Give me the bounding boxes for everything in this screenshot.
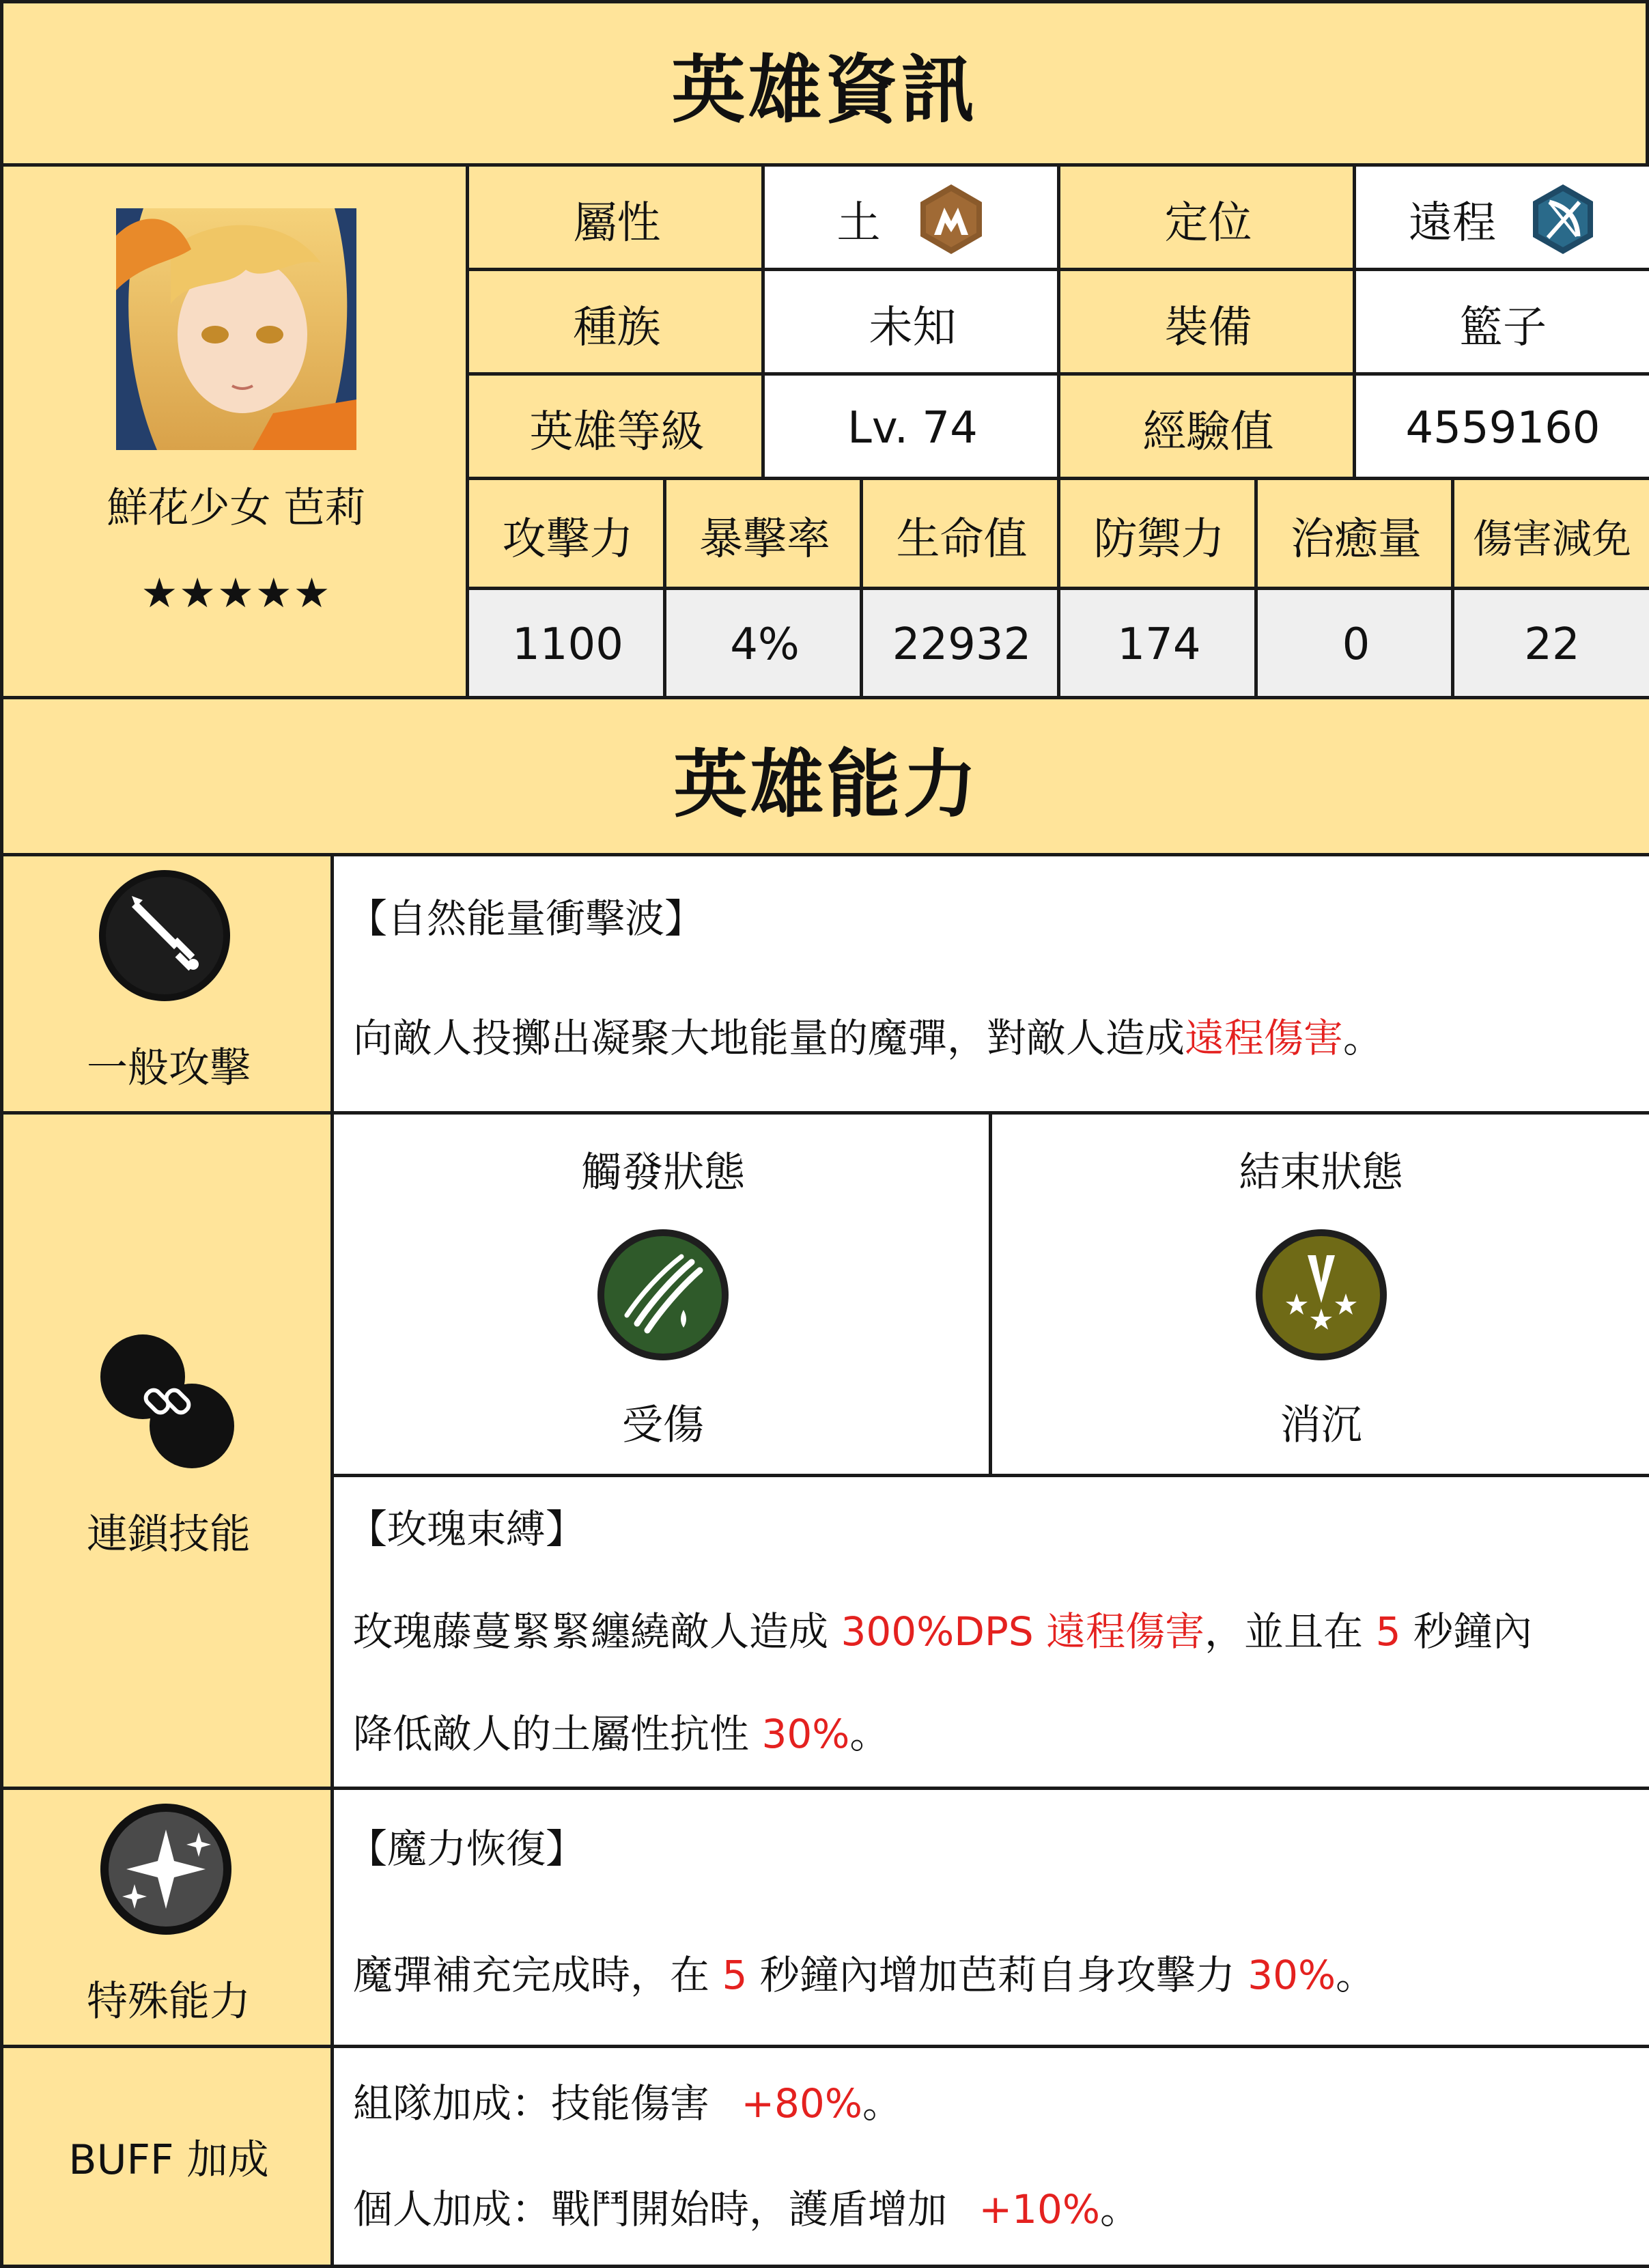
stat-value-crit-rate: 4% xyxy=(663,587,866,703)
special-desc-text-2: 秒鐘內增加芭莉自身攻擊力 xyxy=(747,1952,1248,1998)
info-value-race: 未知 xyxy=(761,268,1064,379)
info-label-exp: 經驗值 xyxy=(1057,372,1359,484)
special-desc-text-1: 魔彈補充完成時，在 xyxy=(353,1952,722,1998)
ranged-bow-icon xyxy=(1529,182,1597,257)
special-ability-label-cell xyxy=(0,1787,337,2052)
normal-attack-label: 一般攻擊 xyxy=(87,1044,251,1092)
chain-desc-text-2: ，並且在 xyxy=(1204,1608,1376,1655)
chain-desc-text-5: 。 xyxy=(849,1711,890,1757)
special-duration-value: 5 xyxy=(722,1952,748,1998)
sparkle-icon xyxy=(99,1802,233,1936)
special-attack-bonus: 30% xyxy=(1248,1952,1336,1998)
stars-down-icon xyxy=(1254,1228,1388,1362)
stat-header-damage-reduction: 傷害減免 xyxy=(1451,477,1649,593)
end-state-label: 結束狀態 xyxy=(1239,1149,1403,1196)
portrait-panel xyxy=(0,163,473,703)
chain-skill-desc-line1 xyxy=(353,1607,1649,1657)
normal-attack-description xyxy=(353,1013,1637,1063)
end-state-cell xyxy=(989,1111,1649,1481)
stat-header-hp: 生命值 xyxy=(860,477,1064,593)
normal-attack-desc-cell xyxy=(330,853,1649,1118)
chain-desc-text-4: 降低敵人的土屬性抗性 xyxy=(353,1711,762,1757)
info-label-equipment: 裝備 xyxy=(1057,268,1359,379)
trigger-state-label: 觸發狀態 xyxy=(581,1149,745,1196)
chain-skill-desc-line2 xyxy=(353,1709,1637,1759)
trigger-state-cell xyxy=(330,1111,996,1481)
buff-team-text: 組隊加成：技能傷害 xyxy=(353,2080,722,2127)
info-value-level: Lv. 74 xyxy=(761,372,1064,484)
hero-info-title: 英雄資訊 xyxy=(0,0,1649,167)
buff-label: BUFF 加成 xyxy=(0,2045,337,2268)
stat-value-hp: 22932 xyxy=(860,587,1064,703)
buff-personal-value: +10% xyxy=(978,2186,1100,2232)
special-ability-label: 特殊能力 xyxy=(87,1978,251,2026)
buff-personal-end: 。 xyxy=(1099,2186,1140,2232)
chain-desc-text-1: 玫瑰藤蔓緊緊纏繞敵人造成 xyxy=(353,1608,841,1655)
stat-header-attack: 攻擊力 xyxy=(466,477,670,593)
stat-value-attack: 1100 xyxy=(466,587,670,703)
hero-name: 鮮花少女 芭莉 xyxy=(107,484,366,532)
normal-attack-desc-text: 向敵人投擲出凝聚大地能量的魔彈，對敵人造成 xyxy=(353,1015,1185,1061)
info-label-attribute: 屬性 xyxy=(466,163,768,275)
chain-duration-value: 5 xyxy=(1375,1608,1401,1655)
chain-damage-value: 300%DPS 遠程傷害 xyxy=(841,1608,1205,1655)
normal-attack-damage-type: 遠程傷害 xyxy=(1185,1015,1344,1061)
chain-link-icon xyxy=(99,1333,236,1470)
stat-header-defense: 防禦力 xyxy=(1057,477,1261,593)
chain-skill-label: 連鎖技能 xyxy=(87,1511,251,1558)
info-label-race: 種族 xyxy=(466,268,768,379)
buff-personal-line xyxy=(353,2185,1637,2235)
normal-attack-desc-end: 。 xyxy=(1343,1015,1383,1061)
stat-header-crit-rate: 暴擊率 xyxy=(663,477,866,593)
special-desc-text-3: 。 xyxy=(1336,1952,1376,1998)
buff-team-end: 。 xyxy=(862,2080,902,2127)
buff-team-line xyxy=(353,2079,1637,2129)
info-value-exp: 4559160 xyxy=(1353,372,1649,484)
chain-skill-label-cell xyxy=(0,1111,337,1793)
special-ability-desc-cell xyxy=(330,1787,1649,2052)
info-value-role xyxy=(1353,163,1649,275)
sword-icon xyxy=(98,869,231,1003)
trigger-state-value: 受傷 xyxy=(622,1401,704,1449)
buff-desc-cell xyxy=(330,2045,1649,2268)
earth-element-icon xyxy=(914,182,989,257)
info-value-role-text: 遠程 xyxy=(1409,197,1496,249)
end-state-value: 消沉 xyxy=(1280,1401,1362,1449)
stat-value-healing: 0 xyxy=(1254,587,1458,703)
info-label-role: 定位 xyxy=(1057,163,1359,275)
normal-attack-skill-name: 【自然能量衝擊波】 xyxy=(348,895,705,942)
chain-desc-text-3: 秒鐘內 xyxy=(1400,1608,1532,1655)
normal-attack-label-cell xyxy=(0,853,337,1118)
info-value-attribute xyxy=(761,163,1064,275)
special-ability-name: 【魔力恢復】 xyxy=(348,1825,586,1872)
info-label-level: 英雄等級 xyxy=(466,372,768,484)
chain-resist-value: 30% xyxy=(761,1711,850,1757)
hero-portrait-art xyxy=(116,208,356,450)
chain-skill-desc-cell xyxy=(330,1474,1649,1793)
hero-star-rating: ★★★★★ xyxy=(141,570,332,617)
info-value-equipment: 籃子 xyxy=(1353,268,1649,379)
stat-value-defense: 174 xyxy=(1057,587,1261,703)
special-ability-description xyxy=(353,1950,1637,2000)
hero-portrait xyxy=(116,208,356,450)
buff-team-value: +80% xyxy=(741,2080,862,2127)
buff-personal-text: 個人加成：戰鬥開始時，護盾增加 xyxy=(353,2186,960,2232)
chain-skill-name: 【玫瑰束縛】 xyxy=(348,1506,586,1552)
hero-ability-title: 英雄能力 xyxy=(0,696,1649,860)
info-value-attribute-text: 土 xyxy=(836,197,881,249)
claw-scratch-icon xyxy=(596,1228,730,1362)
stat-header-healing: 治癒量 xyxy=(1254,477,1458,593)
stat-value-damage-reduction: 22 xyxy=(1451,587,1649,703)
